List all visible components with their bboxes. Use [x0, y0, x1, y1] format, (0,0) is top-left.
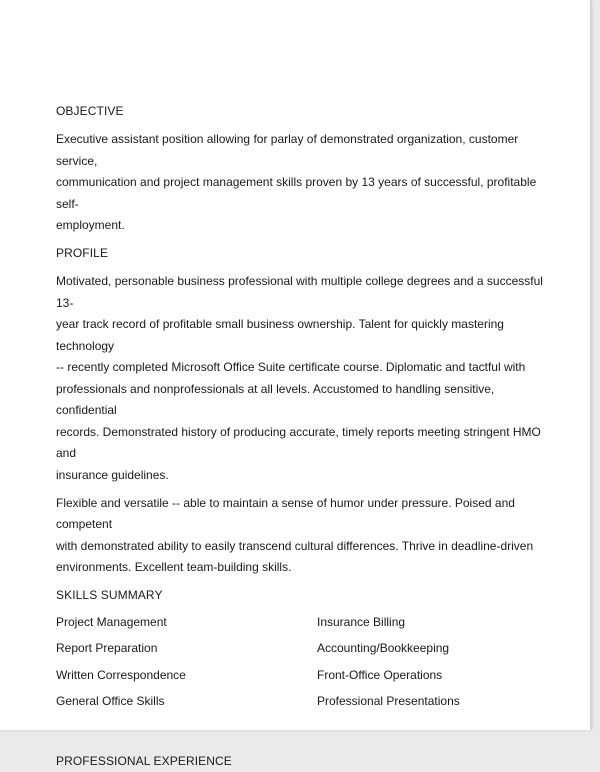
objective-paragraph — [56, 129, 556, 237]
skill-item: Accounting/Bookkeeping — [317, 638, 556, 660]
skills-summary-heading: SKILLS SUMMARY — [56, 585, 556, 607]
profile-line: records. Demonstrated history of producing accurate, timely reports meeting stringent HMO and — [56, 422, 556, 465]
profile-line: insurance guidelines. — [56, 465, 556, 487]
profile-paragraph-2 — [56, 493, 556, 579]
profile-line: Motivated, personable business professional with multiple college degrees and a successful 13- — [56, 271, 556, 314]
skill-item: Front-Office Operations — [317, 665, 556, 687]
skill-item: Report Preparation — [56, 638, 317, 660]
profile-line: year track record of profitable small business ownership. Talent for quickly mastering technology — [56, 314, 556, 357]
skill-item: Insurance Billing — [317, 612, 556, 634]
profile-line: with demonstrated ability to easily transcend cultural differences. Thrive in deadline-driven — [56, 536, 556, 558]
objective-line: Executive assistant position allowing for parlay of demonstrated organization, customer service, — [56, 129, 556, 172]
skill-item: Professional Presentations — [317, 691, 556, 713]
objective-line: communication and project management skills proven by 13 years of successful, profitable self- — [56, 172, 556, 215]
resume-content — [56, 101, 556, 772]
skill-item: Written Correspondence — [56, 665, 317, 687]
skills-grid — [56, 612, 556, 713]
objective-heading: OBJECTIVE — [56, 101, 556, 123]
profile-paragraph-1 — [56, 271, 556, 486]
profile-line: professionals and nonprofessionals at all levels. Accustomed to handling sensitive, confidential — [56, 379, 556, 422]
skill-item: Project Management — [56, 612, 317, 634]
professional-experience-heading: PROFESSIONAL EXPERIENCE — [56, 751, 556, 772]
profile-line: environments. Excellent team-building skills. — [56, 557, 556, 579]
profile-line: -- recently completed Microsoft Office Suite certificate course. Diplomatic and tactful with — [56, 357, 556, 379]
skill-item: General Office Skills — [56, 691, 317, 713]
profile-heading: PROFILE — [56, 243, 556, 265]
profile-line: Flexible and versatile -- able to maintain a sense of humor under pressure. Poised and competent — [56, 493, 556, 536]
objective-line: employment. — [56, 215, 556, 237]
